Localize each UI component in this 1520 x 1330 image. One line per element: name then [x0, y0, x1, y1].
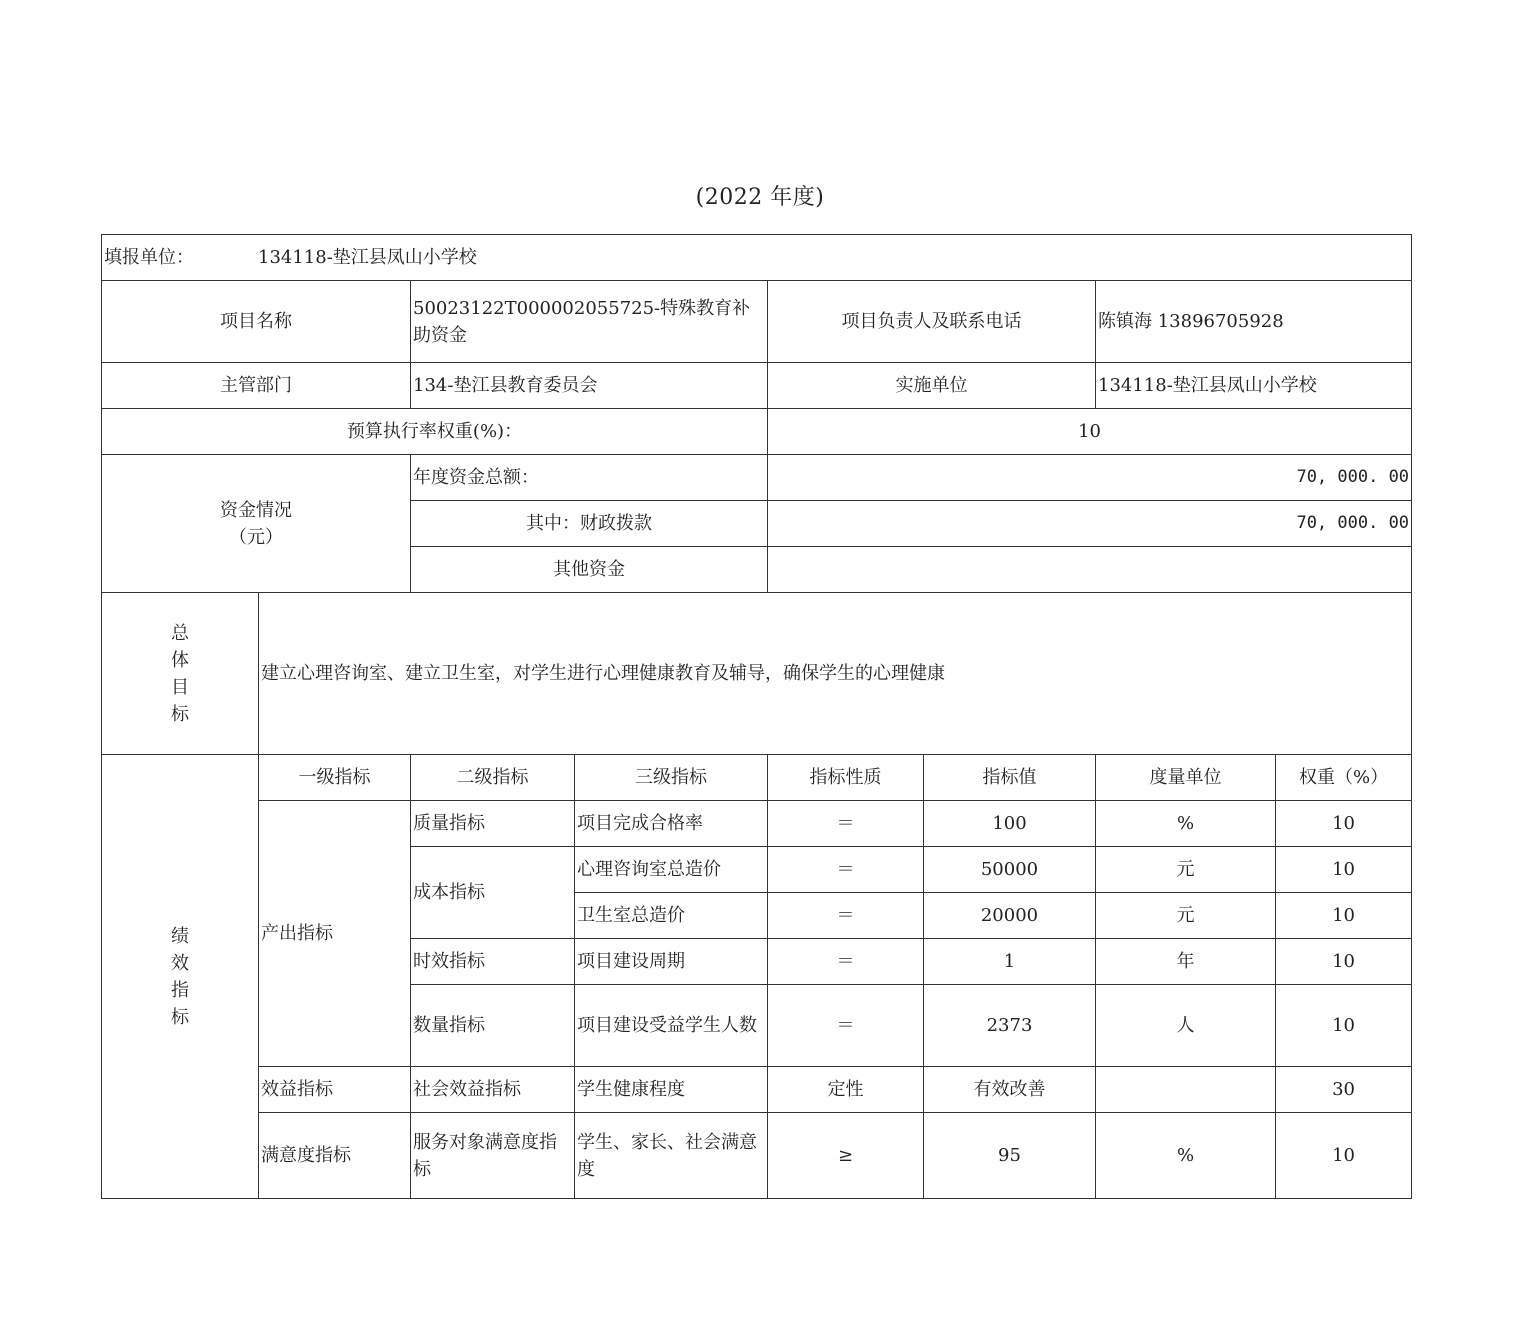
weight-cell: 10 [1276, 985, 1412, 1067]
project-name-label: 项目名称 [102, 281, 411, 363]
goal-label-char: 目 [171, 676, 189, 698]
level1-satisfaction: 满意度指标 [259, 1113, 411, 1199]
budget-weight-value: 10 [768, 409, 1412, 455]
funds-label-line2: （元） [229, 526, 283, 548]
indicators-label-char: 标 [171, 1006, 189, 1028]
goal-label-char: 体 [171, 649, 189, 671]
unit-cell: 元 [1096, 893, 1276, 939]
unit-cell: 元 [1096, 847, 1276, 893]
annual-total-value: 70, 000. 00 [768, 455, 1412, 501]
level3-cell: 卫生室总造价 [575, 893, 768, 939]
level2-social: 社会效益指标 [411, 1067, 575, 1113]
indicators-label-char: 绩 [171, 925, 189, 947]
header-value: 指标值 [924, 755, 1096, 801]
nature-cell: ＝ [768, 939, 924, 985]
level1-benefit: 效益指标 [259, 1067, 411, 1113]
level3-cell: 项目建设受益学生人数 [575, 985, 768, 1067]
value-cell: 20000 [924, 893, 1096, 939]
value-cell: 100 [924, 801, 1096, 847]
project-manager-label: 项目负责人及联系电话 [768, 281, 1096, 363]
funds-label [102, 455, 411, 593]
weight-cell: 10 [1276, 893, 1412, 939]
weight-cell: 10 [1276, 801, 1412, 847]
value-cell: 50000 [924, 847, 1096, 893]
level2-quantity: 数量指标 [411, 985, 575, 1067]
level3-cell: 学生、家长、社会满意度 [575, 1113, 768, 1199]
filler-cell [102, 235, 1412, 281]
weight-cell: 10 [1276, 1113, 1412, 1199]
table-row [102, 801, 1412, 847]
weight-cell: 10 [1276, 939, 1412, 985]
budget-weight-row [102, 409, 1412, 455]
value-cell: 95 [924, 1113, 1096, 1199]
department-label: 主管部门 [102, 363, 411, 409]
goal-label-char: 标 [171, 703, 189, 725]
filler-value: 134118-垫江县凤山小学校 [258, 247, 477, 268]
header-level1: 一级指标 [259, 755, 411, 801]
goal-label-char: 总 [171, 622, 189, 644]
overall-goal-label [102, 593, 259, 755]
department-value: 134-垫江县教育委员会 [411, 363, 768, 409]
header-level3: 三级指标 [575, 755, 768, 801]
fiscal-funds-value: 70, 000. 00 [768, 501, 1412, 547]
other-funds-value [768, 547, 1412, 593]
unit-cell: % [1096, 1113, 1276, 1199]
filler-row [102, 235, 1412, 281]
implementer-label: 实施单位 [768, 363, 1096, 409]
project-name-row [102, 281, 1412, 363]
performance-goal-table [101, 234, 1412, 1199]
value-cell: 2373 [924, 985, 1096, 1067]
level2-service: 服务对象满意度指标 [411, 1113, 575, 1199]
unit-cell: % [1096, 801, 1276, 847]
funds-total-row [102, 455, 1412, 501]
fiscal-funds-label: 其中：财政拨款 [411, 501, 768, 547]
indicators-label [102, 755, 259, 1199]
document-title: (2022 年度) [695, 185, 825, 210]
value-cell: 1 [924, 939, 1096, 985]
value-cell: 有效改善 [924, 1067, 1096, 1113]
budget-weight-label: 预算执行率权重(%)： [102, 409, 768, 455]
indicator-header-row [102, 755, 1412, 801]
level2-quality: 质量指标 [411, 801, 575, 847]
header-nature: 指标性质 [768, 755, 924, 801]
header-weight: 权重（%） [1276, 755, 1412, 801]
unit-cell: 年 [1096, 939, 1276, 985]
level3-cell: 学生健康程度 [575, 1067, 768, 1113]
filler-label: 填报单位： [104, 247, 194, 268]
header-level2: 二级指标 [411, 755, 575, 801]
nature-cell: ＝ [768, 847, 924, 893]
nature-cell: ≥ [768, 1113, 924, 1199]
level3-cell: 项目完成合格率 [575, 801, 768, 847]
nature-cell: 定性 [768, 1067, 924, 1113]
header-unit: 度量单位 [1096, 755, 1276, 801]
unit-cell: 人 [1096, 985, 1276, 1067]
unit-cell [1096, 1067, 1276, 1113]
level3-cell: 心理咨询室总造价 [575, 847, 768, 893]
funds-label-line1: 资金情况 [220, 499, 292, 521]
weight-cell: 30 [1276, 1067, 1412, 1113]
indicators-label-char: 指 [171, 979, 189, 1001]
level2-time: 时效指标 [411, 939, 575, 985]
nature-cell: ＝ [768, 985, 924, 1067]
nature-cell: ＝ [768, 801, 924, 847]
level2-cost: 成本指标 [411, 847, 575, 939]
nature-cell: ＝ [768, 893, 924, 939]
weight-cell: 10 [1276, 847, 1412, 893]
department-row [102, 363, 1412, 409]
table-row [102, 1067, 1412, 1113]
table-row [102, 1113, 1412, 1199]
overall-goal-row [102, 593, 1412, 755]
project-manager-value: 陈镇海 13896705928 [1096, 281, 1412, 363]
level1-output: 产出指标 [259, 801, 411, 1067]
project-name-value: 50023122T000002055725-特殊教育补助资金 [411, 281, 768, 363]
other-funds-label: 其他资金 [411, 547, 768, 593]
overall-goal-text: 建立心理咨询室、建立卫生室，对学生进行心理健康教育及辅导，确保学生的心理健康 [259, 593, 1412, 755]
implementer-value: 134118-垫江县凤山小学校 [1096, 363, 1412, 409]
annual-total-label: 年度资金总额： [411, 455, 768, 501]
indicators-label-char: 效 [171, 952, 189, 974]
level3-cell: 项目建设周期 [575, 939, 768, 985]
